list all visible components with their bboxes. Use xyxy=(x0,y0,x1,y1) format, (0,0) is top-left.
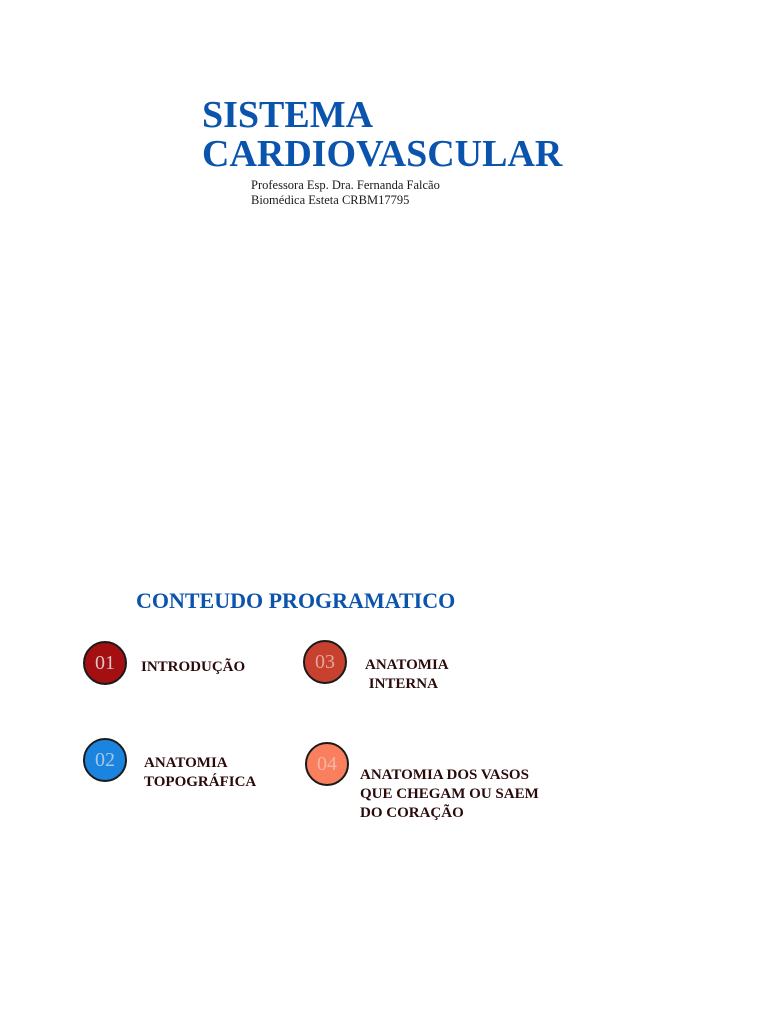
item-02-number: 02 xyxy=(95,749,115,771)
title-line-2: CARDIOVASCULAR xyxy=(202,133,563,174)
title-block xyxy=(202,96,567,174)
author-credential: Biomédica Esteta CRBM17795 xyxy=(251,193,410,207)
item-01-number: 01 xyxy=(95,652,115,674)
item-03-number: 03 xyxy=(315,651,335,673)
item-01-label xyxy=(141,658,245,677)
item-01-label-line: INTRODUÇÃO xyxy=(141,659,246,675)
item-04-badge xyxy=(305,742,349,786)
item-01-badge xyxy=(83,641,127,685)
item-02-label-line: ANATOMIA xyxy=(144,755,228,771)
item-04-label-line: QUE CHEGAM OU SAEM xyxy=(360,786,539,802)
section-heading: CONTEUDO PROGRAMATICO xyxy=(136,588,456,613)
author-name: Professora Esp. Dra. Fernanda Falcão xyxy=(251,178,440,192)
author-info xyxy=(251,178,440,208)
item-04-number: 04 xyxy=(317,753,337,775)
item-03-label xyxy=(365,656,449,694)
item-04-label xyxy=(360,766,539,823)
item-03-label-line: INTERNA xyxy=(365,676,438,692)
item-02-label xyxy=(144,754,256,792)
item-02-label-line: TOPOGRÁFICA xyxy=(144,774,257,790)
title-line-1: SISTEMA xyxy=(202,96,374,136)
item-03-badge xyxy=(303,640,347,684)
item-04-label-line: ANATOMIA DOS VASOS xyxy=(360,767,529,783)
item-04-label-line: DO CORAÇÃO xyxy=(360,805,464,821)
item-02-badge xyxy=(83,738,127,782)
item-03-label-line: ANATOMIA xyxy=(365,657,449,673)
